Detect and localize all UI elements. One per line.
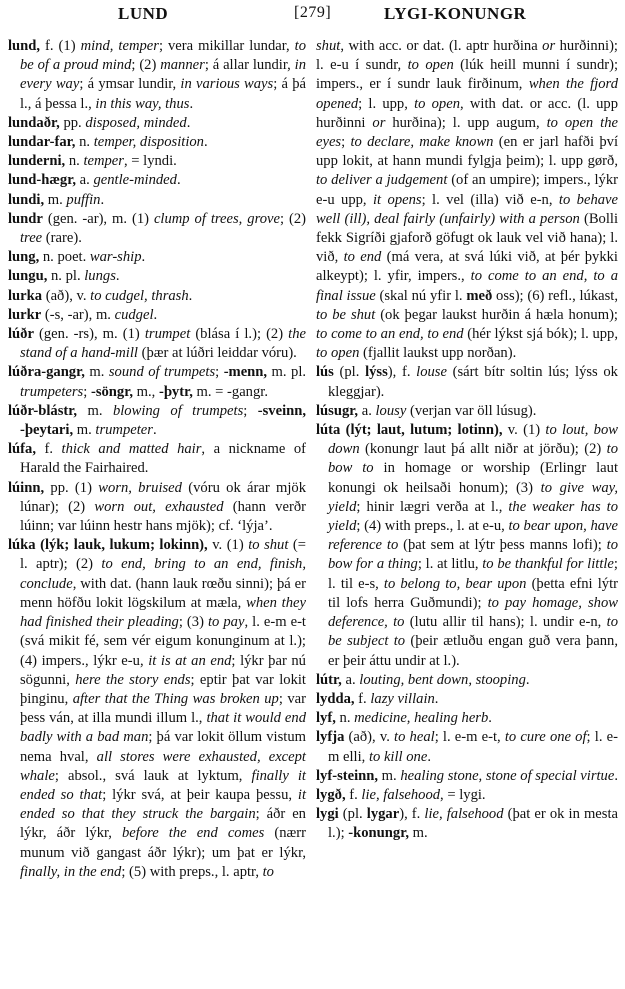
entry-definition: f. (1) mind, temper; vera mikillar lundar, to be of a proud mind; (2) manner; á allar lundir, in every way; á ymsar lundir, in various ways; á þá l., á þessa l., in this way, thus. bbox=[20, 38, 307, 112]
entry-definition: a. lousy (verjan var öll lúsug). bbox=[358, 402, 537, 419]
dictionary-entry bbox=[8, 210, 306, 248]
entry-definition: n. temper, = lyndi. bbox=[65, 153, 177, 170]
entry-definition: f. lazy villain. bbox=[354, 690, 439, 707]
dictionary-entry bbox=[8, 536, 306, 882]
entry-definition: pp. (1) worn, bruised (vóru ok árar mjök lúnar); (2) worn out, exhausted (hann verðr lúinn; var lúinn hestr hans mjök); cf. ‘lýja’. bbox=[20, 479, 306, 535]
entry-headword: lundar-far, bbox=[8, 134, 76, 151]
entry-headword: lundaðr, bbox=[8, 114, 60, 131]
entry-headword: lydda, bbox=[316, 690, 355, 707]
entry-definition: m. blowing of trumpets; -sveinn, -þeytari, m. trumpeter. bbox=[20, 402, 307, 439]
dictionary-entry bbox=[8, 267, 306, 286]
right-column bbox=[316, 37, 618, 844]
entry-headword: lútr, bbox=[316, 671, 342, 688]
entry-headword: lygi bbox=[316, 806, 339, 823]
dictionary-entry bbox=[316, 402, 618, 421]
entry-headword: lurka bbox=[8, 287, 43, 304]
dictionary-entry bbox=[316, 728, 618, 766]
entry-headword: lund-hægr, bbox=[8, 172, 77, 189]
entry-headword: lúðr-blástr, bbox=[8, 402, 78, 419]
dictionary-entry bbox=[8, 152, 306, 171]
entry-headword: lúta bbox=[316, 422, 341, 439]
entry-headword: lungu, bbox=[8, 268, 48, 285]
dictionary-entry bbox=[8, 133, 306, 152]
entry-definition: pp. disposed, minded. bbox=[59, 114, 191, 131]
entry-definition: (að), v. to heal; l. e-m e-t, to cure one of; l. e-m elli, to kill one. bbox=[328, 729, 618, 765]
dictionary-entry bbox=[8, 114, 306, 133]
dictionary-entry bbox=[8, 363, 306, 401]
entry-headword: lúðr bbox=[8, 326, 34, 343]
dictionary-entry bbox=[316, 786, 618, 805]
entry-headword: lúinn, bbox=[8, 479, 45, 496]
entry-definition: m. sound of trumpets; -menn, m. pl. trumpeters; -söngr, m., -þytr, m. = -gangr. bbox=[20, 364, 307, 400]
page-number: [279] bbox=[294, 4, 332, 21]
entry-definition: (pl. lýss), f. louse (sárt bítr soltin lús; lýss ok kleggjar). bbox=[328, 364, 618, 400]
entry-headword: lyf, bbox=[316, 710, 336, 727]
entry-definition: (-s, -ar), m. cudgel. bbox=[41, 306, 158, 323]
dictionary-entry bbox=[8, 402, 306, 440]
entry-definition: a. gentle-minded. bbox=[76, 172, 181, 189]
entry-definition: a. louting, bent down, stooping. bbox=[341, 671, 530, 688]
entry-definition: n. pl. lungs. bbox=[47, 268, 120, 285]
dictionary-entry bbox=[8, 287, 306, 306]
entry-headword: lyf-steinn, bbox=[316, 767, 379, 784]
entry-headword: lurkr bbox=[8, 306, 42, 323]
entry-definition: n. poet. war-ship. bbox=[39, 249, 146, 266]
dictionary-entry bbox=[316, 671, 618, 690]
dictionary-entry bbox=[316, 363, 618, 401]
entry-definition: (pl. lygar), f. lie, falsehood (þat er ok in mesta l.); -konungr, m. bbox=[328, 806, 618, 842]
entry-definition: f. thick and matted hair, a nickname of Harald the Fairhaired. bbox=[20, 441, 306, 477]
entry-headword: lúsugr, bbox=[316, 402, 359, 419]
entry-headword: lund, bbox=[8, 38, 41, 54]
dictionary-entry bbox=[316, 37, 618, 363]
entry-headword: lung, bbox=[8, 249, 40, 266]
dictionary-entry bbox=[8, 306, 306, 325]
entry-definition: n. temper, disposition. bbox=[75, 134, 208, 151]
entry-definition: n. medicine, healing herb. bbox=[335, 710, 492, 727]
entry-definition: (gen. -rs), m. (1) trumpet (blása í l.); (2) the stand of a hand-mill (þær at lúðri leiddar vóru). bbox=[20, 326, 307, 362]
left-column bbox=[8, 37, 306, 882]
dictionary-entry bbox=[8, 248, 306, 267]
dictionary-entry bbox=[316, 767, 618, 786]
dictionary-entry bbox=[316, 690, 618, 709]
dictionary-entry bbox=[8, 171, 306, 190]
dictionary-entry bbox=[8, 37, 306, 114]
entry-definition: shut, with acc. or dat. (l. aptr hurðina or hurðinni); l. e-u í sundr, to open (lúk heill munni í sundr); impers., er í sundr lauk firðinum, when the fjord opened; l. upp, to open, with dat. or acc. (l. upp hurðinni or hurðina); l. upp augum, to open the eyes; to declare, make known (en er jarl hafði því upp lokit, at hann mundi fylgja þeim); l. upp gørð, to deliver a judgement (of an umpire); impers., lýkr e-u upp, it opens; l. vel (illa) við e-n, to behave well (ill), deal fairly (unfairly) with a person (Bolli fekk Sigríði gjaforð göfugt ok lauk vel við hana); l. við, to end (má vera, at svá lúki við, at þér þykki alkeypt); l. yfir, impers., to come to an end, to a final issue (skal nú yfir l. með oss); (6) refl., lúkast, to be shut (ok þegar laukst hurðin á hæla honum); to come to an end, to end (hér lýkst sjá bók); l. upp, to open (fjallit laukst upp norðan). bbox=[316, 38, 619, 362]
entry-headword: lundi, bbox=[8, 191, 45, 208]
entry-definition: (að), v. to cudgel, thrash. bbox=[42, 287, 193, 304]
entry-definition: m. healing stone, stone of special virtue. bbox=[378, 767, 618, 784]
entry-definition: (gen. -ar), m. (1) clump of trees, grove; (2) tree (rare). bbox=[20, 210, 306, 247]
dictionary-entry bbox=[316, 709, 618, 728]
header-right-guideword: LYGI-KONUNGR bbox=[384, 4, 527, 23]
entry-headword: lyfja bbox=[316, 729, 345, 746]
entry-headword: lúka bbox=[8, 537, 36, 554]
entry-definition: m. puffin. bbox=[44, 191, 105, 208]
dictionary-entry bbox=[316, 421, 618, 671]
entry-headword: lúðra-gangr, bbox=[8, 364, 85, 381]
dictionary-entry bbox=[8, 440, 306, 478]
dictionary-entry bbox=[8, 191, 306, 210]
page-header bbox=[0, 4, 625, 30]
entry-definition: (lýk; lauk, lukum; lokinn), v. (1) to shut (= l. aptr); (2) to end, bring to an end, finish, conclude, with dat. (hann lauk rœðu sinni); þá er menn höfðu lokit lögskilum at mæla, when they had finished their pleading; (3) to pay, l. e-m e-t (svá mikit fé, sem vér eigum konunginum at l.); (4) impers., lýkr e-u, it is at an end; lýkr þar nú sögunni, here the story ends; eptir þat var lokit þinginu, after that the Thing was broken up; var þess ván, at illa mundi illum l., that it would end badly with a bad man; þá var lokit öllum vistum nema hval, all stores were exhausted, except whale; absol., svá lauk at lyktum, finally it ended so that; lýkr svá, at þeir kaupa þessu, it ended so that they struck the bargain; áðr en lýkr, áðr lýkr, before the end comes (nærr munum við gangast áðr lýkr); um þat er lýkr, finally, in the end; (5) with preps., l. aptr, to bbox=[20, 537, 306, 880]
entry-headword: lygð, bbox=[316, 786, 346, 803]
entry-headword: lunderni, bbox=[8, 153, 66, 170]
dictionary-entry bbox=[316, 805, 618, 843]
dictionary-entry bbox=[8, 325, 306, 363]
entry-definition: (lýt; laut, lutum; lotinn), v. (1) to lout, bow down (konungr laut þá allt niðr at jörðu); (2) to bow to in homage or worship (Erlingr laut konungi ok heilsaði honum); (3) to give way, yield; hinir lægri verða at l., the weaker has to yield; (4) with preps., l. at e-u, to bear upon, have reference to (þat sem at lýtr þess manns lofi); to bow for a thing; l. at litlu, to be thankful for little; l. til e-s, to belong to, bear upon (þetta efni lýtr til lofs herra Guðmundi); to pay homage, show deference, to (lutu allir til hans); l. undir e-n, to be subject to (þeir ætluðu engan guð vera þann, er þeir áttu undir at l.). bbox=[328, 422, 618, 669]
dictionary-entry bbox=[8, 479, 306, 537]
entry-definition: f. lie, falsehood, = lygi. bbox=[345, 786, 486, 803]
entry-headword: lundr bbox=[8, 210, 43, 227]
entry-headword: lúfa, bbox=[8, 441, 36, 458]
entry-headword: lús bbox=[316, 364, 334, 381]
header-left-guideword: LUND bbox=[118, 4, 169, 23]
